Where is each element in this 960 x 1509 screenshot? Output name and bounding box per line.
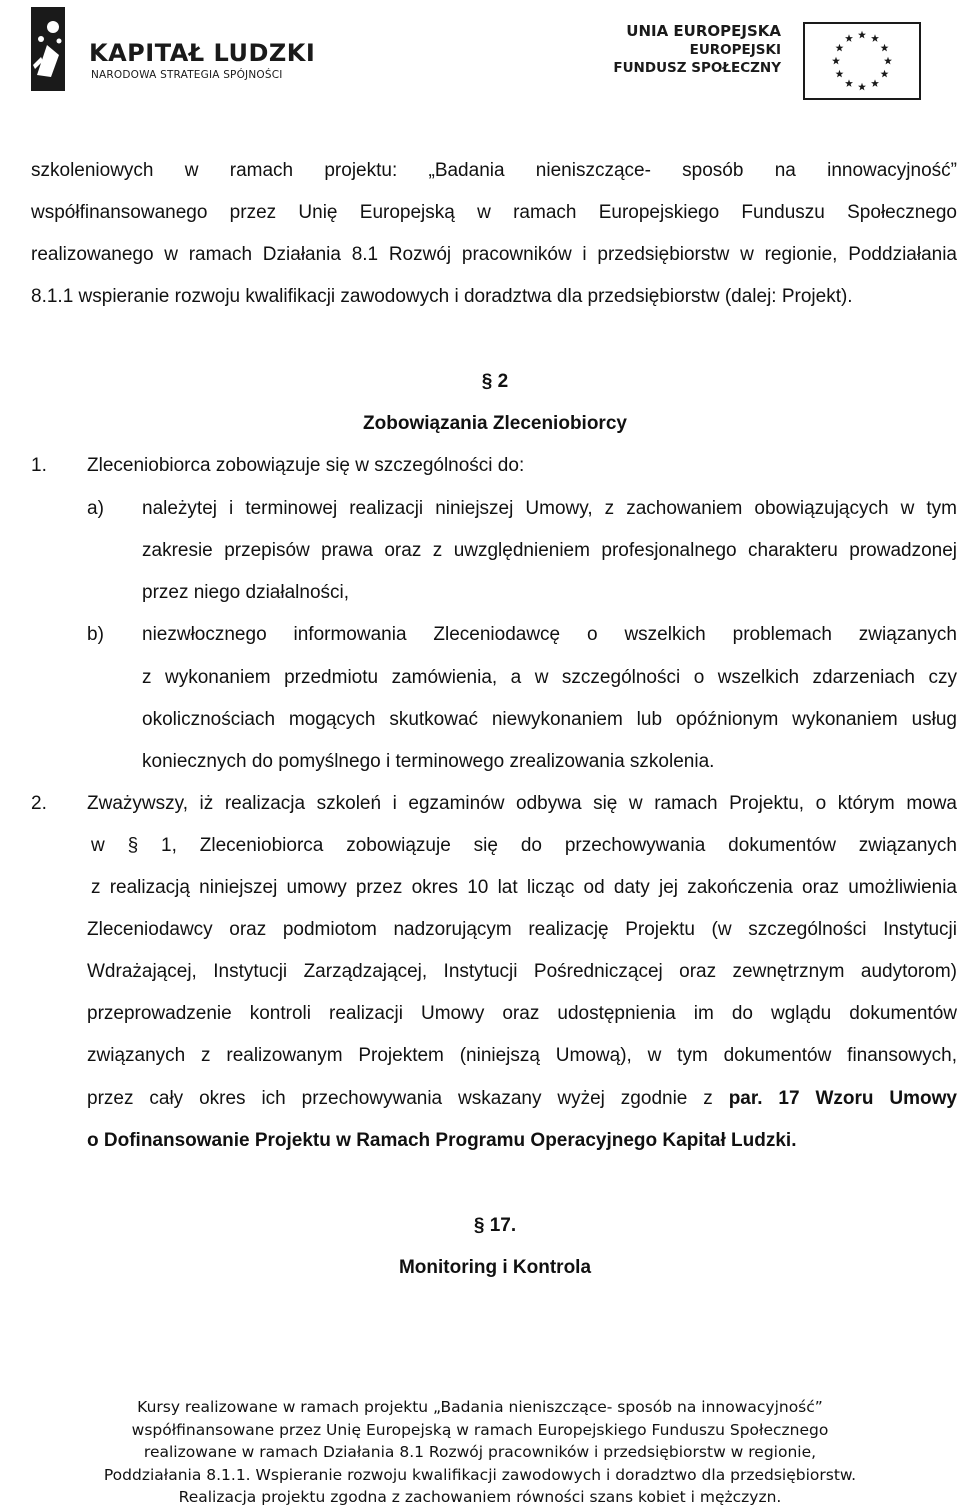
item-2-line: przeprowadzenie kontroli realizacji Umowy oraz udostępnienia im do wglądu dokumentów bbox=[87, 1003, 957, 1024]
item-a-line: należytej i terminowej realizacji niniejszej Umowy, z zachowaniem obowiązujących w tym bbox=[142, 498, 957, 519]
item-b-label: b) bbox=[87, 624, 104, 645]
kapital-ludzki-title: KAPITAŁ LUDZKI bbox=[89, 39, 316, 67]
item-2-line-8-bold: par. 17 Wzoru Umowy bbox=[728, 1088, 957, 1109]
item-1-number: 1. bbox=[31, 455, 47, 476]
eu-logo-text bbox=[611, 22, 781, 77]
footer-line: realizowane w ramach Działania 8.1 Rozwój pracowników i przedsiębiorstw w regionie, bbox=[143, 1443, 817, 1461]
item-2-line-9 bbox=[87, 1129, 796, 1153]
item-b-line: z wykonaniem przedmiotu zamówienia, a w szczególności o wszelkich zdarzeniach czy bbox=[142, 667, 957, 688]
footer-line: współfinansowane przez Unię Europejską w ramach Europejskiego Funduszu Społecznego bbox=[131, 1420, 829, 1439]
section-2-title: Zobowiązania Zleceniobiorcy bbox=[363, 413, 627, 434]
item-2-number: 2. bbox=[31, 793, 47, 814]
item-2-line: z realizacją niniejszej umowy przez okres 10 lat licząc od daty jej zakończenia oraz umożliwienia bbox=[91, 877, 957, 898]
item-a-line: zakresie przepisów prawa oraz z uwzględnieniem profesjonalnego charakteru prowadzonej bbox=[142, 540, 957, 561]
item-b-line: niezwłocznego informowania Zleceniodawcę o wszelkich problemach związanych bbox=[142, 624, 957, 645]
intro-line: współfinansowanego przez Unię Europejską w ramach Europejskiego Funduszu Społecznego bbox=[31, 202, 957, 223]
section-17-paragraph: § 17. bbox=[473, 1215, 517, 1236]
item-2-line: Wdrażającej, Instytucji Zarządzającej, Instytucji Pośredniczącej oraz zewnętrznym audytorom) bbox=[87, 961, 957, 982]
item-a-label: a) bbox=[87, 498, 104, 519]
item-b-line: okolicznościach mogących skutkować niewykonaniem lub opóźnionym wykonaniem usług bbox=[142, 709, 957, 730]
intro-line: szkoleniowych w ramach projektu: „Badania nieniszczące- sposób na innowacyjność” bbox=[31, 160, 957, 181]
item-2-line: Zleceniodawcy oraz podmiotom nadzorującym realizację Projektu (w szczególności Instytucji bbox=[87, 919, 957, 940]
footer-line: Realizacja projektu zgodna z zachowaniem równości szans kobiet i mężczyzn. bbox=[178, 1488, 782, 1506]
item-2-line: w § 1, Zleceniobiorca zobowiązuje się do przechowywania dokumentów związanych bbox=[91, 835, 957, 856]
item-b-line: koniecznych do pomyślnego i terminowego zrealizowania szkolenia. bbox=[142, 751, 715, 772]
item-2-line-9-bold: o Dofinansowanie Projektu w Ramach Programu Operacyjnego Kapitał Ludzki. bbox=[87, 1130, 797, 1151]
eu-flag-icon bbox=[803, 22, 921, 100]
page-footer bbox=[0, 1396, 960, 1509]
intro-line: realizowanego w ramach Działania 8.1 Rozwój pracowników i przedsiębiorstw w regionie, Poddziałania bbox=[31, 244, 957, 265]
eu-line-1: UNIA EUROPEJSKA bbox=[626, 22, 781, 40]
intro-line: 8.1.1 wspieranie rozwoju kwalifikacji zawodowych i doradztwa dla przedsiębiorstw (dalej: Projekt). bbox=[31, 286, 853, 307]
item-2-line: Zważywszy, iż realizacja szkoleń i egzaminów odbywa się w ramach Projektu, o którym mowa bbox=[87, 793, 957, 814]
kapital-ludzki-subtitle: NARODOWA STRATEGIA SPÓJNOŚCI bbox=[91, 69, 283, 81]
page-header bbox=[0, 0, 960, 110]
kapital-ludzki-mark-icon bbox=[27, 5, 69, 93]
eu-logo bbox=[611, 22, 941, 100]
footer-line: Poddziałania 8.1.1. Wspieranie rozwoju kwalifikacji zawodowych i doradztwo dla przedsiębiorstw. bbox=[103, 1465, 857, 1484]
item-2-line: związanych z realizowanym Projektem (niniejszą Umową), w tym dokumentów finansowych, bbox=[87, 1045, 957, 1066]
eu-line-3: FUNDUSZ SPOŁECZNY bbox=[613, 60, 781, 76]
kapital-ludzki-logo bbox=[27, 5, 327, 95]
section-17-title: Monitoring i Kontrola bbox=[398, 1257, 592, 1278]
item-2-line bbox=[87, 1087, 957, 1111]
eu-line-2: EUROPEJSKI bbox=[689, 42, 781, 58]
item-1-text: Zleceniobiorca zobowiązuje się w szczególności do: bbox=[87, 455, 525, 476]
item-2-line-8-normal: przez cały okres ich przechowywania wskazany wyżej zgodnie z bbox=[87, 1088, 713, 1109]
footer-line: Kursy realizowane w ramach projektu „Badania nieniszczące- sposób na innowacyjność” bbox=[137, 1398, 823, 1416]
section-2-paragraph: § 2 bbox=[481, 371, 509, 392]
item-a-line: przez niego działalności, bbox=[142, 582, 350, 603]
